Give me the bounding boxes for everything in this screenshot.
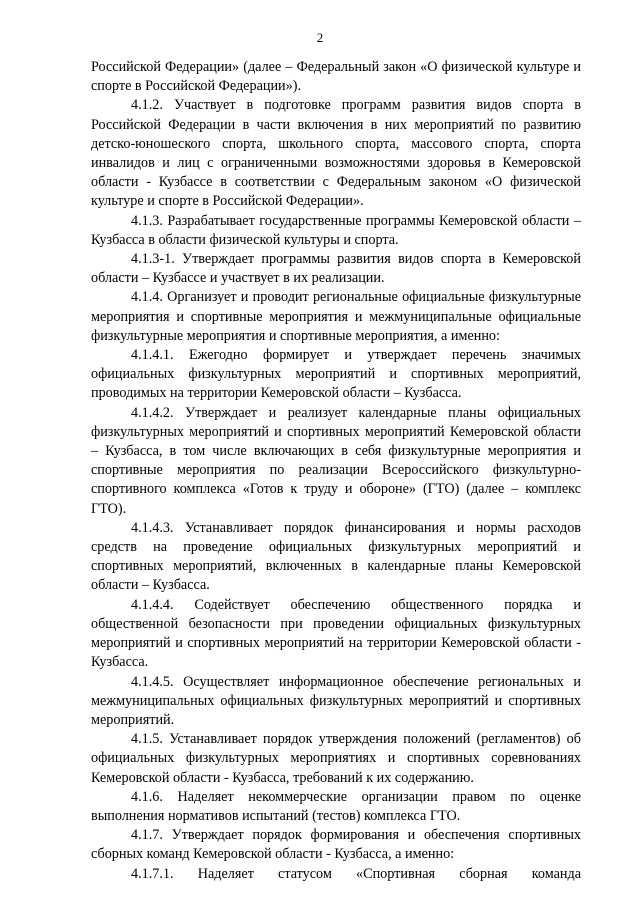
paragraph-4-1-5: 4.1.5. Устанавливает порядок утверждения положений (регламентов) об официальных физкультурных мероприятиях и спортивных соревнованиях Кемеровской области - Кузбасса, требований к их содержанию. <box>91 731 581 786</box>
document-body <box>91 58 581 884</box>
paragraph-4-1-4-2: 4.1.4.2. Утверждает и реализует календарные планы официальных физкультурных мероприятий и спортивных мероприятий Кемеровской области – Кузбасса, в том числе включающих в себя физкультурные мероприятия и спортивные мероприятия по реализации Всероссийского физкультурно-спортивного комплекса «Готов к труду и обороне» (ГТО) (далее – комплекс ГТО). <box>91 404 581 517</box>
paragraph-4-1-2: 4.1.2. Участвует в подготовке программ развития видов спорта в Российской Федерации в части включения в них мероприятий по развитию детско-юношеского спорта, школьного спорта, массового спорта, спорта инвалидов и лиц с ограниченными возможностями здоровья в Кемеровской области - Кузбассе в соответствии с Федеральным законом «О физической культуре и спорте в Российской Федерации». <box>91 97 581 210</box>
paragraph-4-1-6: 4.1.6. Наделяет некоммерческие организации правом по оценке выполнения нормативов испытаний (тестов) комплекса ГТО. <box>91 788 581 824</box>
paragraph-4-1-4-5: 4.1.4.5. Осуществляет информационное обеспечение региональных и межмуниципальных официальных физкультурных мероприятий и спортивных мероприятий. <box>91 673 581 728</box>
paragraph-continuation: Российской Федерации» (далее – Федеральный закон «О физической культуре и спорте в Российской Федерации»). <box>91 59 581 95</box>
paragraph-4-1-4-1: 4.1.4.1. Ежегодно формирует и утверждает перечень значимых официальных физкультурных мероприятий и спортивных мероприятий, проводимых на территории Кемеровской области – Кузбасса. <box>91 347 581 402</box>
paragraph-4-1-7: 4.1.7. Утверждает порядок формирования и обеспечения спортивных сборных команд Кемеровской области - Кузбасса, а именно: <box>91 827 581 863</box>
paragraph-4-1-3: 4.1.3. Разрабатывает государственные программы Кемеровской области – Кузбасса в области физической культуры и спорта. <box>91 212 581 248</box>
paragraph-4-1-4-4: 4.1.4.4. Содействует обеспечению общественного порядка и общественной безопасности при проведении официальных физкультурных мероприятий и спортивных мероприятий на территории Кемеровской области - Кузбасса. <box>91 596 581 671</box>
page-number: 2 <box>316 30 324 45</box>
paragraph-4-1-4: 4.1.4. Организует и проводит региональные официальные физкультурные мероприятия и спортивные мероприятия и межмуниципальные официальные физкультурные мероприятия и спортивные мероприятия, а именно: <box>91 289 581 344</box>
paragraph-4-1-3-1: 4.1.3-1. Утверждает программы развития видов спорта в Кемеровской области – Кузбассе и участвует в их реализации. <box>91 251 581 287</box>
paragraph-4-1-7-1: 4.1.7.1. Наделяет статусом «Спортивная сборная команда <box>131 865 581 882</box>
paragraph-4-1-4-3: 4.1.4.3. Устанавливает порядок финансирования и нормы расходов средств на проведение официальных физкультурных мероприятий и спортивных мероприятий, включенных в календарные планы Кемеровской области – Кузбасса. <box>91 519 581 594</box>
